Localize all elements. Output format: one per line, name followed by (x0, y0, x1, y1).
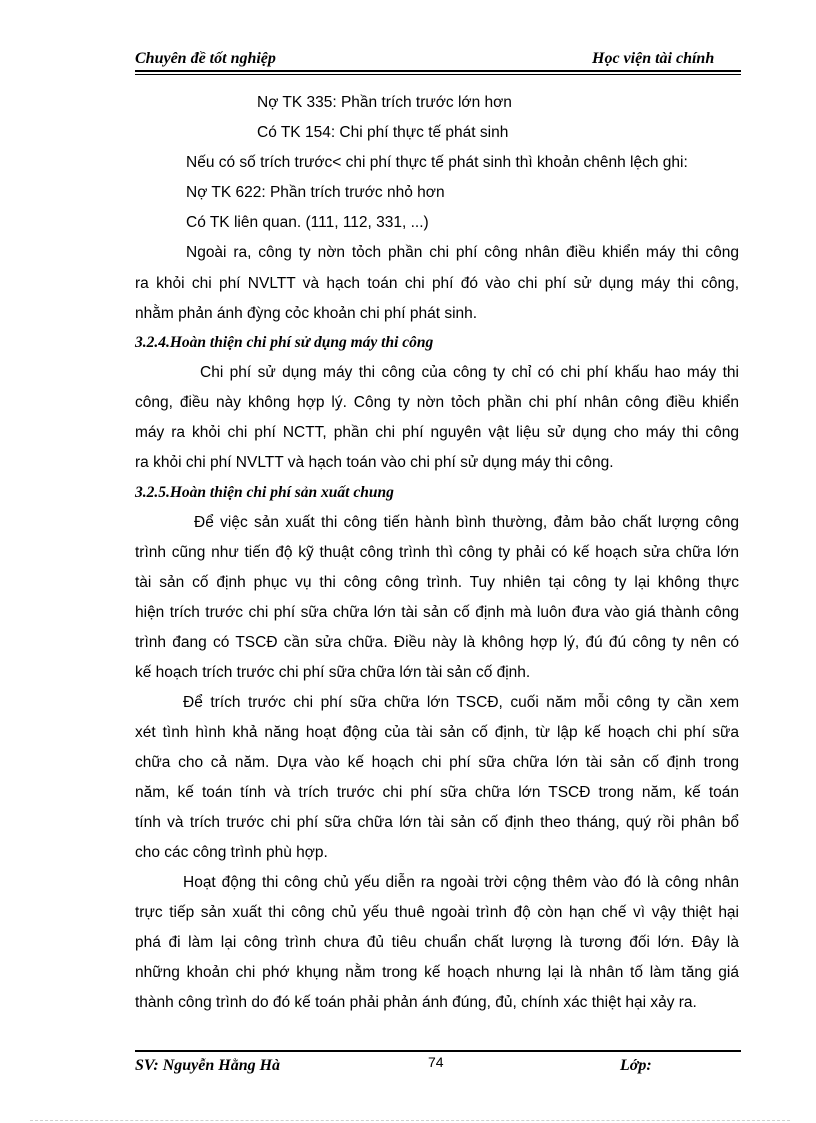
header-rule (135, 70, 741, 72)
text-line: tài sản cố định phục vụ thi công công trình. Tuy nhiên tại công ty lại không thực (135, 574, 739, 591)
section-heading: 3.2.5.Hoàn thiện chi phí sản xuất chung (135, 484, 394, 501)
text-line: năm, kế toán tính và trích trước chi phí sữa chữa lớn TSCĐ trong năm, kế toán (135, 784, 739, 801)
text-line: Nếu có số trích trước< chi phí thực tế phát sinh thì khoản chênh lệch ghi: (186, 154, 688, 171)
text-line: ra khỏi chi phí NVLTT và hạch toán chi phí đó vào chi phí sử dụng máy thi công, (135, 275, 739, 292)
text-line: phá đi làm lại công trình chưa đủ tiêu chuẩn chất lượng là tương đối lớn. Đây là (135, 934, 739, 951)
text-line: công, điều này không hợp lý. Công ty nờn tỏch phần chi phí nhân công điều khiển (135, 394, 739, 411)
text-line: trình cũng như tiến độ kỹ thuật công trình thì công ty phải có kế hoạch sửa chữa lớn (135, 544, 739, 561)
text-line: trực tiếp sản xuất thi công chủ yếu thuê ngoài trình độ còn hạn chế vì vậy thiệt hại (135, 904, 739, 921)
text-line: Hoạt động thi công chủ yếu diễn ra ngoài trời cộng thêm vào đó là công nhân (183, 874, 739, 891)
text-line: nhằm phản ánh đỳng cỏc khoản chi phí phát sinh. (135, 305, 478, 322)
text-line: trình đang có TSCĐ cần sửa chữa. Điều này là không hợp lý, đú đú công ty nên có (135, 634, 739, 651)
text-line: thành công trình do đó kế toán phải phản ánh đúng, đủ, chính xác thiệt hại xảy ra. (135, 994, 697, 1011)
text-line: kế hoạch trích trước chi phí sữa chữa lớn tài sản cố định. (135, 664, 531, 681)
text-line: chữa cho cả năm. Dựa vào kế hoạch chi phí sữa chữa lớn tài sản cố định trong (135, 754, 739, 771)
text-line: ra khỏi chi phí NVLTT và hạch toán vào chi phí sử dụng máy thi công. (135, 454, 614, 471)
text-line: Để trích trước chi phí sữa chữa lớn TSCĐ, cuối năm mỗi công ty cần xem (183, 694, 739, 711)
header-left: Chuyên đề tốt nghiệp (135, 50, 276, 67)
footer-rule (135, 1050, 741, 1052)
text-line: xét tình hình khả năng hoạt động của tài sản cố định, từ lập kế hoạch chi phí sữa (135, 724, 739, 741)
text-line: Có TK 154: Chi phí thực tế phát sinh (257, 124, 509, 141)
page-number: 74 (428, 1054, 444, 1070)
page-edge (30, 1120, 790, 1121)
header-right: Học viện tài chính (592, 50, 715, 67)
section-heading: 3.2.4.Hoàn thiện chi phí sử dụng máy thi công (135, 334, 434, 351)
text-line: Nợ TK 335: Phần trích trước lớn hơn (257, 94, 512, 111)
text-line: Ngoài ra, công ty nờn tỏch phần chi phí công nhân điều khiển máy thi công (186, 244, 739, 261)
text-line: những khoản chi phớ khụng nằm trong kế hoạch nhưng lại là nhân tố làm tăng giá (135, 964, 739, 981)
text-line: tính và trích trước chi phí sữa chữa lớn tài sản cố định theo tháng, quý rồi phân bổ (135, 814, 739, 831)
footer-class: Lớp: (620, 1057, 652, 1074)
text-line: Để việc sản xuất thi công tiến hành bình thường, đảm bảo chất lượng công (194, 514, 739, 531)
text-line: Nợ TK 622: Phần trích trước nhỏ hơn (186, 184, 445, 201)
header-rule-thin (135, 74, 741, 75)
text-line: máy ra khỏi chi phí NCTT, phần chi phí nguyên vật liệu sử dụng cho máy thi công (135, 424, 739, 441)
text-line: cho các công trình phù hợp. (135, 844, 328, 861)
text-line: hiện trích trước chi phí sữa chữa lớn tài sản cố định mà luôn đưa vào giá thành công (135, 604, 739, 621)
footer-student: SV: Nguyễn Hằng Hà (135, 1057, 281, 1074)
text-line: Có TK liên quan. (111, 112, 331, ...) (186, 214, 429, 231)
text-line: Chi phí sử dụng máy thi công của công ty chỉ có chi phí khấu hao máy thi (200, 364, 739, 381)
